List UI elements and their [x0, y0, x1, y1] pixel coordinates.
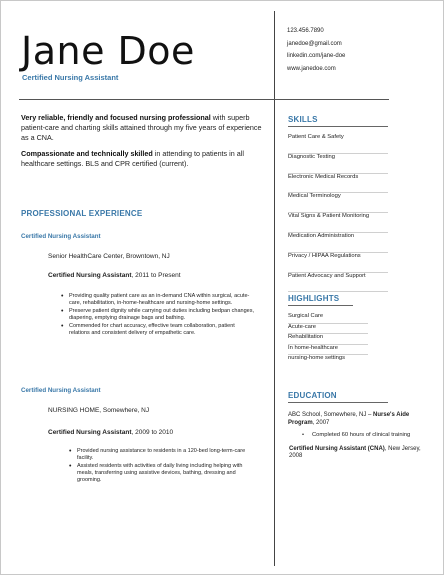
- summary-1-text: with superb patient-care and charting skills attained through my five years of experience as a CNA.: [21, 113, 262, 142]
- summary-1-bold: Very reliable, friendly and focused nursing professional: [21, 113, 211, 122]
- job-1-title: Certified Nursing Assistant: [21, 233, 101, 240]
- job-2-role-bold: Certified Nursing Assistant: [48, 429, 132, 436]
- candidate-subtitle: Certified Nursing Assistant: [22, 73, 119, 82]
- skill-item: Privacy / HIPAA Regulations: [288, 253, 388, 273]
- list-item: • Preserve patient dignity while carrying out duties including bedpan changes, diapering, emptying drainage bags and bathing.: [61, 308, 256, 322]
- highlight-item: Surgical Care: [288, 313, 368, 324]
- job-2-title: Certified Nursing Assistant: [21, 387, 101, 394]
- job-2-dates: , 2009 to 2010: [131, 429, 174, 436]
- job-2-role: [48, 429, 173, 436]
- education-block: [288, 412, 428, 461]
- highlights-heading: HIGHLIGHTS: [288, 294, 340, 303]
- column-divider: [274, 11, 275, 566]
- summary-paragraph-2: [21, 149, 266, 169]
- education-heading-rule: [288, 402, 388, 403]
- contact-phone: 123.456.7890: [287, 28, 324, 34]
- education-heading: EDUCATION: [288, 391, 337, 400]
- contact-block: [287, 25, 345, 75]
- skills-heading-rule: [288, 126, 388, 127]
- header-divider: [19, 99, 389, 100]
- highlights-list: [288, 313, 368, 366]
- education-year: , 2007: [312, 419, 330, 426]
- summary-2-text: in attending to patients in all healthcare settings. BLS and CPR certified (current).: [21, 149, 244, 168]
- job-2-employer: NURSING HOME, Somewhere, NJ: [48, 407, 150, 414]
- contact-website[interactable]: www.janedoe.com: [287, 65, 336, 72]
- contact-email[interactable]: janedoe@gmail.com: [287, 40, 342, 47]
- highlight-item: In home-healthcare: [288, 345, 368, 356]
- list-item: • Commended for chart accuracy, effective team collaboration, patient relations and consistent delivery of empathetic care.: [61, 323, 256, 337]
- highlights-heading-rule: [288, 305, 353, 306]
- list-item: • Providing quality patient care as an in-demand CNA within surgical, acute-care, rehabilitation, in-home-healthcare and nursing-home settings.: [61, 293, 256, 307]
- summary-2-bold: Compassionate and technically skilled: [21, 149, 153, 158]
- skill-item: Vital Signs & Patient Monitoring: [288, 213, 388, 233]
- skill-item: Patient Care & Safety: [288, 134, 388, 154]
- highlight-item: Acute-care: [288, 324, 368, 335]
- skill-item: Medication Administration: [288, 233, 388, 253]
- summary-block: [21, 113, 266, 175]
- job-2-bullets: [69, 448, 259, 485]
- skills-list: [288, 134, 388, 292]
- job-1-dates: , 2011 to Present: [131, 272, 181, 279]
- education-details: [288, 432, 428, 439]
- skills-heading: SKILLS: [288, 115, 318, 124]
- summary-paragraph-1: [21, 113, 266, 143]
- highlight-item: Rehabilitation: [288, 334, 368, 345]
- job-1-employer: Senior HealthCare Center, Browntown, NJ: [48, 253, 170, 260]
- job-1-bullets: [61, 293, 256, 338]
- job-1-role-bold: Certified Nursing Assistant: [48, 272, 132, 279]
- education-school-name: ABC School, Somewhere, NJ –: [288, 412, 374, 418]
- skill-item: Patient Advocacy and Support: [288, 273, 388, 293]
- certification-detail: , New Jersey, 2008: [289, 445, 421, 460]
- experience-heading: PROFESSIONAL EXPERIENCE: [21, 209, 143, 218]
- education-certification: [288, 446, 428, 462]
- contact-linkedin[interactable]: linkedin.com/jane-doe: [287, 53, 346, 59]
- highlight-item: nursing-home settings: [288, 355, 346, 361]
- skill-item: Medical Terminology: [288, 193, 388, 213]
- candidate-name: Jane Doe: [21, 29, 195, 73]
- skill-item: Electronic Medical Records: [288, 174, 388, 194]
- education-school: [288, 412, 428, 428]
- certification-name: Certified Nursing Assistant (CNA): [289, 445, 385, 452]
- skill-item: Diagnostic Testing: [288, 154, 388, 174]
- list-item: • Completed 60 hours of clinical training: [288, 432, 428, 439]
- job-1-role: [48, 272, 181, 279]
- list-item: • Provided nursing assistance to residents in a 120-bed long-term-care facility.: [69, 448, 259, 462]
- list-item: • Assisted residents with activities of daily living including helping with meals, transferring using assistive devices, bathing, dressing and grooming.: [69, 463, 259, 485]
- education-program: Nurse's Aide Program: [288, 412, 410, 426]
